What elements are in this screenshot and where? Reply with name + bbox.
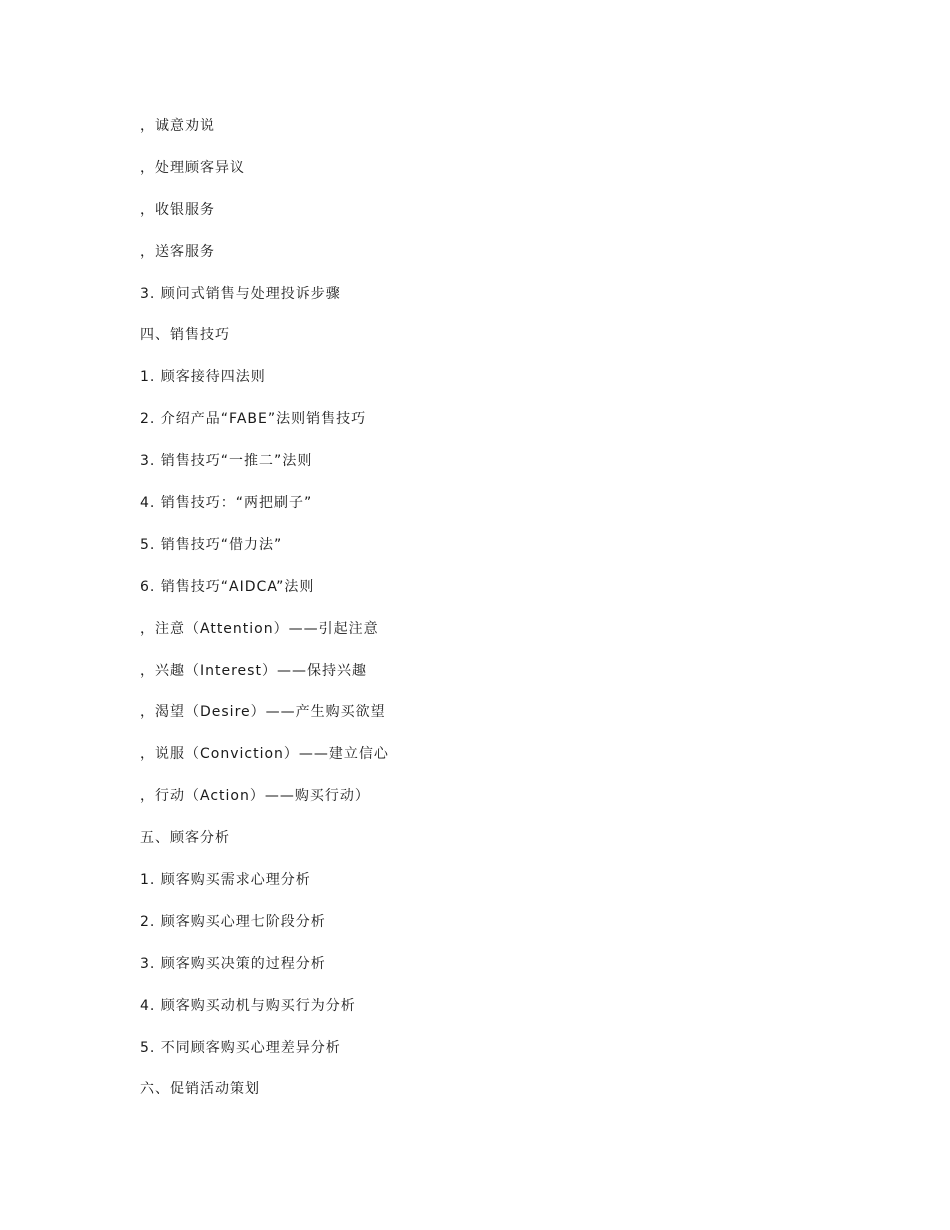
section-heading: 四、销售技巧 (140, 327, 230, 344)
list-item: 6. 销售技巧“AIDCA”法则 (140, 578, 315, 595)
list-item: 3. 销售技巧“一推二”法则 (140, 453, 313, 470)
list-item: 1. 顾客接待四法则 (140, 369, 266, 386)
list-item: ，诚意劝说 (140, 118, 215, 134)
list-item: ，处理顾客异议 (140, 159, 245, 176)
section-heading: 五、顾客分析 (140, 830, 230, 847)
list-item: 4. 顾客购买动机与购买行为分析 (140, 997, 356, 1014)
list-item: 2. 介绍产品“FABE”法则销售技巧 (140, 411, 367, 428)
list-item: ，行动（Action）——购买行动） (140, 788, 370, 805)
section-heading: 六、促销活动策划 (140, 1081, 260, 1098)
list-item: ，送客服务 (140, 243, 215, 260)
list-item: 5. 不同顾客购买心理差异分析 (140, 1039, 341, 1056)
list-item: 1. 顾客购买需求心理分析 (140, 872, 311, 889)
document-body (140, 116, 840, 1121)
list-item: ，兴趣（Interest）——保持兴趣 (140, 662, 367, 679)
list-item: ，说服（Conviction）——建立信心 (140, 746, 389, 763)
list-item: 3. 顾问式销售与处理投诉步骤 (140, 285, 341, 302)
list-item: 4. 销售技巧：“两把刷子” (140, 495, 313, 512)
list-item: ，注意（Attention）——引起注意 (140, 620, 379, 637)
list-item: 3. 顾客购买决策的过程分析 (140, 955, 326, 972)
list-item: 2. 顾客购买心理七阶段分析 (140, 913, 326, 930)
list-item: 5. 销售技巧“借力法” (140, 536, 283, 553)
list-item: ，渴望（Desire）——产生购买欲望 (140, 704, 386, 721)
list-item: ，收银服务 (140, 201, 215, 218)
